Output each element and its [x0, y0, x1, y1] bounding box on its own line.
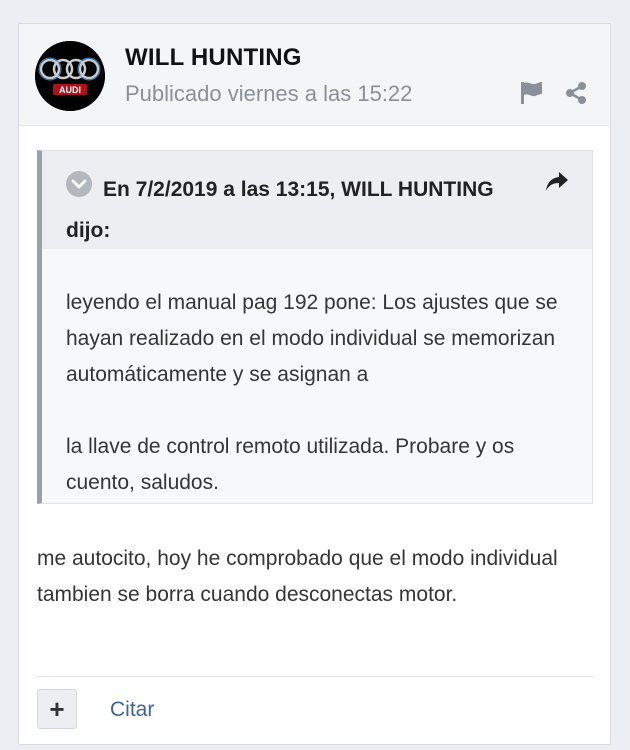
flag-icon — [519, 81, 545, 105]
quote-citation: En 7/2/2019 a las 13:15, WILL HUNTING dijo: — [66, 178, 494, 242]
share-arrow-icon — [545, 171, 569, 193]
post-timestamp: Publicado viernes a las 15:22 — [125, 81, 413, 106]
quote-button[interactable]: Citar — [110, 698, 155, 721]
divider — [37, 676, 593, 677]
goto-quoted-post-button[interactable] — [545, 171, 569, 193]
multiquote-add-button[interactable]: + — [37, 689, 77, 729]
audi-logo-icon — [35, 41, 105, 111]
avatar-badge-text: AUDI — [59, 85, 81, 95]
post-header — [19, 24, 610, 126]
share-icon — [564, 81, 588, 105]
share-button[interactable] — [564, 81, 588, 105]
avatar[interactable] — [35, 41, 105, 111]
quote-paragraph: la llave de control remoto utilizada. Probare y os cuento, saludos. — [66, 435, 515, 494]
quote-paragraph: leyendo el manual pag 192 pone: Los ajustes que se hayan realizado en el modo individual se memorizan automáticamente y se asignan a — [66, 291, 558, 386]
post-card — [18, 23, 611, 745]
author-name[interactable]: WILL HUNTING — [125, 44, 302, 71]
post-body: me autocito, hoy he comprobado que el modo individual tambien se borra cuando desconectas motor. — [37, 547, 558, 606]
quote-block — [37, 150, 593, 504]
quote-header — [42, 151, 592, 249]
quote-body — [66, 285, 576, 501]
report-button[interactable] — [519, 81, 545, 105]
